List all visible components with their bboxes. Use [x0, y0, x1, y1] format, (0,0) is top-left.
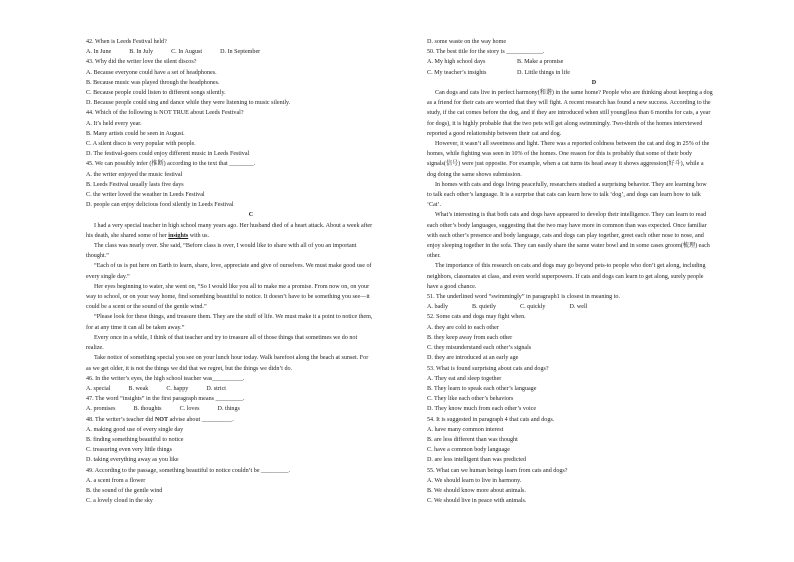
- question-51: 51. The underlined word “swimmingly” in paragraph1 is closest in meaning to.: [427, 294, 620, 301]
- option-a: A. It’s held every year.: [86, 120, 142, 127]
- option-c: C. a lovely cloud in the sky: [86, 498, 153, 505]
- option-c: C. they misunderstand each other’s signals: [427, 345, 532, 352]
- question-51-options: [427, 302, 761, 312]
- passage-line: Take notice of something special you see on your lunch hour today. Walk barefoot along the beach at sunset. For: [94, 355, 369, 362]
- option-b: B. Because music was played through the headphones.: [86, 79, 220, 86]
- question-49: 49. According to the passage, something beautiful to notice couldn’t be _________.: [86, 467, 290, 474]
- option-d: D. they are introduced at an early age: [427, 355, 519, 362]
- passage-line: other.: [427, 253, 441, 260]
- passage-line: Can dogs and cats live in perfect harmony(和谐) in the same home? People who are thinking about keeping a dog: [435, 90, 713, 97]
- passage-line: every single day.”: [86, 273, 130, 280]
- passage-line: signals(信号) were just opposite. For example, when a cat turns its head away it shows aggression(好斗), while a: [427, 161, 704, 168]
- left-column: [86, 37, 416, 506]
- option-c: C. Because people could listen to different songs silently.: [86, 90, 226, 97]
- option-c: C. treasuring even very little things: [86, 447, 172, 454]
- question-50-options-row1: [427, 57, 761, 67]
- passage-line: with each other’s presence and body language, cats and dogs can play together, greet each other nose to nose, and: [427, 232, 704, 239]
- option-d: D. strict: [206, 385, 226, 392]
- option-a: A. promises: [86, 406, 116, 413]
- option-b: B. We should know more about animals.: [427, 487, 526, 494]
- option-b: B. thoughts: [133, 406, 162, 413]
- option-c: C. happy: [166, 385, 189, 392]
- question-45: 45. We can possibly infer (推断) according to the text that ________.: [86, 161, 256, 168]
- option-d: D. well: [569, 304, 588, 311]
- question-44: 44. Which of the following is NOT TRUE about Leeds Festival?: [86, 110, 244, 117]
- option-a: A. In June: [86, 49, 112, 56]
- passage-line: as a friend for their cats are worried that they will fight. A recent research has found a new success. According to the: [427, 100, 711, 107]
- option-b: B. are less different than was thought: [427, 436, 518, 443]
- option-d: D. Little things in life: [517, 69, 570, 76]
- option-b: B. In July: [129, 49, 154, 56]
- passage-line: I had a very special teacher in high school many years ago. Her husband died of a heart attack. About a week after: [94, 222, 373, 229]
- option-b: B. Many artists could be seen in August.: [86, 130, 185, 137]
- option-b: B. they keep away from each other: [427, 334, 513, 341]
- question-48: [86, 415, 416, 425]
- passage-line: study, if the cat comes before the dog, and if they are introduced when still young(less than 6 months for cats, a year: [427, 110, 711, 117]
- option-a: A. special: [86, 385, 111, 392]
- passage-line: could be a scent or the sound of the gentle wind.”: [86, 304, 207, 311]
- option-a: A. a scent from a flower: [86, 477, 146, 484]
- option-c: C. loves: [179, 406, 200, 413]
- option-d: D. Because people could sing and dance while they were listening to music silently.: [86, 100, 291, 107]
- option-b: B. finding something beautiful to notice: [86, 436, 184, 443]
- question-47-options: [86, 404, 416, 414]
- not-emphasis: NOT: [154, 416, 169, 423]
- passage-line: homes, while fighting was seen in 10% of the homes. One reason for this is probably that some of their body: [427, 151, 693, 158]
- section-heading-d: D: [591, 79, 597, 86]
- passage-line: “Please look for these things, and treasure them. They are the stuff of life. We must make it a point to notice them,: [94, 314, 373, 321]
- passage-line: for dogs), it is highly probable that the two pets will get along swimmingly. Two-thirds of the homes interviewed: [427, 120, 703, 127]
- option-d: D. things: [217, 406, 240, 413]
- right-column: [427, 37, 761, 506]
- section-heading-c: C: [248, 212, 254, 219]
- passage-text: his death, she shared some of her: [86, 232, 169, 239]
- question-55: 55. What can we human beings learn from cats and dogs?: [427, 467, 568, 474]
- passage-line: realize.: [86, 345, 104, 352]
- question-46-options: [86, 384, 416, 394]
- option-b: B. Leeds Festival usually lasts five days: [86, 181, 184, 188]
- option-a: A. They eat and sleep together: [427, 375, 502, 382]
- option-a: A. making good use of every single day: [86, 426, 184, 433]
- passage-line: for at any time it can all be taken away.”: [86, 324, 185, 331]
- option-a: A. My high school days: [427, 59, 486, 66]
- passage-line: Her eyes beginning to water, she went on, “So I would like you all to make me a promise. From now on, on your: [94, 283, 370, 290]
- question-50: 50. The best title for the story is ____________.: [427, 49, 545, 56]
- passage-line: dog doing the same shows submission.: [427, 171, 522, 178]
- passage-line: reported a good relationship between their cat and dog.: [427, 130, 562, 137]
- passage-line: as we get older, it is not the things we did that we regret, but the things we didn’t do.: [86, 365, 293, 372]
- option-b: B. Make a promise: [517, 59, 564, 66]
- option-c: C. the writer loved the weather in Leeds Festival: [86, 192, 205, 199]
- passage-line: thought.”: [86, 253, 109, 260]
- passage-line: The class was nearly over. She said, “Before class is over, I would like to share with all of you an important: [94, 243, 357, 250]
- option-d: D. some waste on the way home: [427, 39, 507, 45]
- option-c: C. have a common body language: [427, 447, 510, 454]
- passage-line: have a good chance.: [427, 283, 477, 290]
- passage-line: Every once in a while, I think of that teacher and try to treasure all of those things that sometimes we do not: [94, 334, 358, 341]
- question-42: 42. When is Leeds Festival held?: [86, 39, 167, 45]
- passage-line: enjoy sleeping together in the sofa. They can easily share the same water bowl and in some cases groom(梳理) each: [427, 243, 710, 250]
- question-42-options: [86, 47, 416, 57]
- option-d: D. are less intelligent than was predicted: [427, 457, 526, 464]
- option-d: D. They know much from each other’s voice: [427, 406, 537, 413]
- option-c: C. My teacher’s insights: [427, 69, 487, 76]
- option-a: A. badly: [427, 304, 448, 311]
- option-b: B. They learn to speak each other’s language: [427, 385, 537, 392]
- passage-line: each other’s body languages, suggesting that the two may have more in common than was expected. Once familiar: [427, 222, 707, 229]
- option-b: B. the sound of the gentle wind: [86, 487, 163, 494]
- option-b: B. weak: [128, 385, 149, 392]
- option-a: A. We should learn to live in harmony.: [427, 477, 522, 484]
- passage-line: The importance of this research on cats and dogs may go beyond pets-to people who don’t get along, including: [435, 263, 706, 270]
- question-53: 53. What is found surprising about cats and dogs?: [427, 365, 549, 372]
- passage-line: In homes with cats and dogs living peacefully, researchers studied a surprising behavior. They are learning how: [435, 181, 707, 188]
- option-a: A. have many common interest: [427, 426, 504, 433]
- passage-line: ‘Cat’.: [427, 202, 442, 209]
- option-c: C. A silent disco is very popular with people.: [86, 141, 196, 148]
- passage-line: What’s interesting is that both cats and dogs have appeared to develop their intelligence. They can learn to read: [435, 212, 707, 219]
- passage-line: However, it wasn’t all sweetness and light. There was a reported coldness between the cat and dog in 25% of the: [435, 141, 710, 148]
- question-43: 43. Why did the writer love the silent discos?: [86, 59, 197, 66]
- question-text: 48. The writer’s teacher did: [86, 416, 155, 423]
- passage-line: to talk each other’s language. It is a surprise that cats can learn how to talk ‘dog’, and dogs can learn how to talk: [427, 192, 701, 199]
- option-d: D. The festival-goers could enjoy different music in Leeds Festival: [86, 151, 250, 158]
- question-50-options-row2: [427, 68, 761, 78]
- option-d: D. taking everything away as you like: [86, 457, 179, 464]
- option-d: D. In September: [220, 49, 261, 56]
- option-c: C. quickly: [520, 304, 546, 311]
- passage-line: neighbors, classmates at class, and even world superpowers. If cats and dogs can learn to get along, surely people: [427, 273, 704, 280]
- question-text: advise about __________.: [168, 416, 234, 423]
- option-b: B. quietly: [472, 304, 497, 311]
- option-a: A. the writer enjoyed the music festival: [86, 171, 183, 178]
- passage-text: with us.: [188, 232, 210, 239]
- passage-line: [86, 231, 416, 241]
- option-a: A. they are cold to each other: [427, 324, 499, 331]
- passage-line: way to school, or on your way home, find something beautiful to notice. It doesn’t have to be something you see—it: [86, 294, 370, 301]
- option-a: A. Because everyone could have a set of headphones.: [86, 69, 217, 76]
- keyword-insights: insights: [168, 232, 189, 239]
- option-c: C. They like each other’s behaviors: [427, 396, 514, 403]
- option-c: C. We should live in peace with animals.: [427, 498, 527, 505]
- option-d: D. people can enjoy delicious food silently in Leeds Festival: [86, 202, 234, 209]
- question-46: 46. In the writer’s eyes, the high school teacher was__________.: [86, 375, 245, 382]
- question-47: 47. The word “insights” in the first paragraph means _________.: [86, 396, 245, 403]
- option-c: C. In August: [171, 49, 203, 56]
- passage-line: “Each of us is put here on Earth to learn, share, love, appreciate and give of ourselves. We must make good use of: [94, 263, 372, 270]
- question-52: 52. Some cats and dogs may fight when.: [427, 314, 526, 321]
- question-54: 54. It is suggested in paragraph 4 that cats and dogs.: [427, 416, 555, 423]
